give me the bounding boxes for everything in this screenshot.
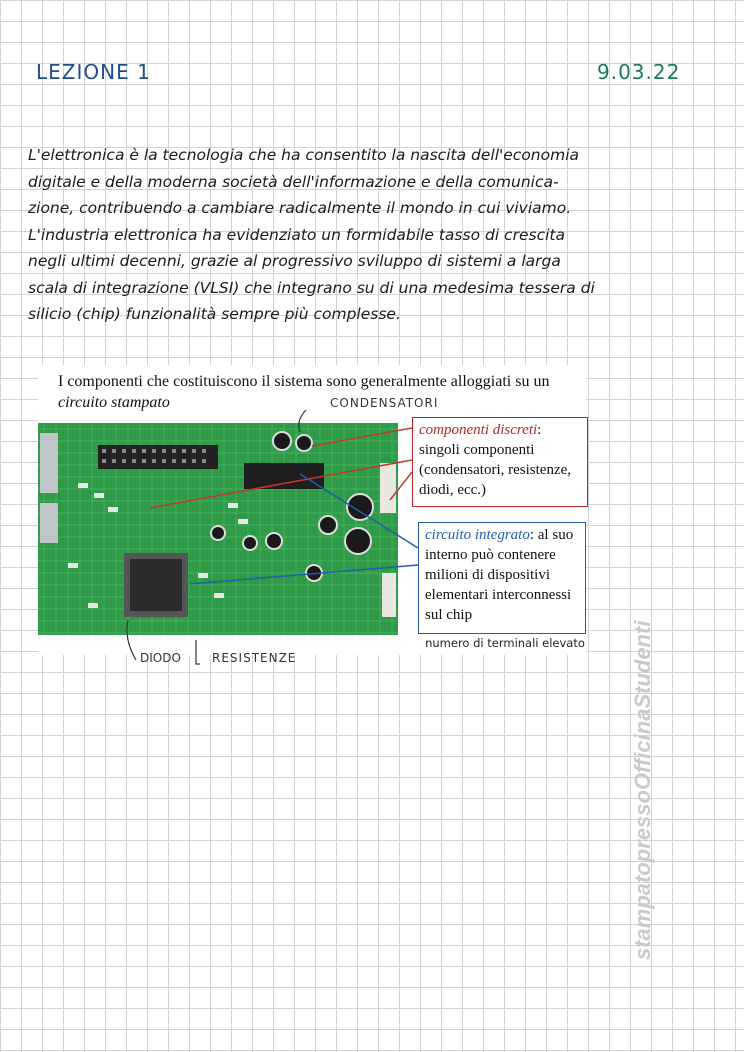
pin-header <box>98 445 218 469</box>
watermark: stampatopressoOfficinaStudenti <box>630 620 655 960</box>
pcb-photo <box>38 423 398 635</box>
integrated-circuit-top <box>244 463 324 489</box>
notes-line: zione, contribuendo a cambiare radicalmente il mondo in cui viviamo. <box>28 199 572 217</box>
figure-intro-text: I componenti che costituiscono il sistema sono generalmente alloggiati su un <box>58 373 550 390</box>
lesson-title: LEZIONE 1 <box>36 60 151 84</box>
note-condensatori: CONDENSATORI <box>330 396 439 410</box>
notes-line: scala di integrazione (VLSI) che integrano su di una medesima tessera di <box>28 278 595 297</box>
callout-integrated-text: : al suo interno può contenere milioni di dispositivi elementari interconnessi sul chip <box>425 527 574 623</box>
callout-discrete-term: componenti discreti <box>419 422 538 438</box>
lesson-date: 9.03.22 <box>597 60 681 84</box>
note-terminali: numero di terminali elevato <box>425 636 585 650</box>
figure-intro <box>58 371 578 413</box>
callout-integrated-term: circuito integrato <box>425 527 530 543</box>
callout-integrated-circuit <box>418 522 586 634</box>
notes-line: digitale e della moderna società dell'informazione e della comunica- <box>28 172 559 191</box>
figure-intro-emphasis: circuito stampato <box>58 394 170 411</box>
connector-left <box>40 433 58 493</box>
notes-line: negli ultimi decenni, grazie al progressivo sviluppo di sistemi a larga <box>28 252 561 270</box>
callout-discrete-text: : singoli componenti (condensatori, resistenze, diodi, ecc.) <box>419 422 572 498</box>
connector-right <box>380 463 396 513</box>
notes-line: L'industria elettronica ha evidenziato un formidabile tasso di crescita <box>28 225 565 244</box>
notes-line: L'elettronica è la tecnologia che ha consentito la nascita dell'economia <box>28 146 580 164</box>
connector-left-2 <box>40 503 58 543</box>
callout-discrete-components <box>412 417 588 507</box>
printed-figure <box>38 365 586 655</box>
handwritten-notes <box>28 142 728 328</box>
notes-line: silicio (chip) funzionalità sempre più complesse. <box>28 305 401 323</box>
connector-right-2 <box>382 573 396 617</box>
note-diodo: DIODO <box>140 651 181 665</box>
note-resistenze: RESISTENZE <box>212 651 297 665</box>
qfp-chip <box>124 553 188 617</box>
